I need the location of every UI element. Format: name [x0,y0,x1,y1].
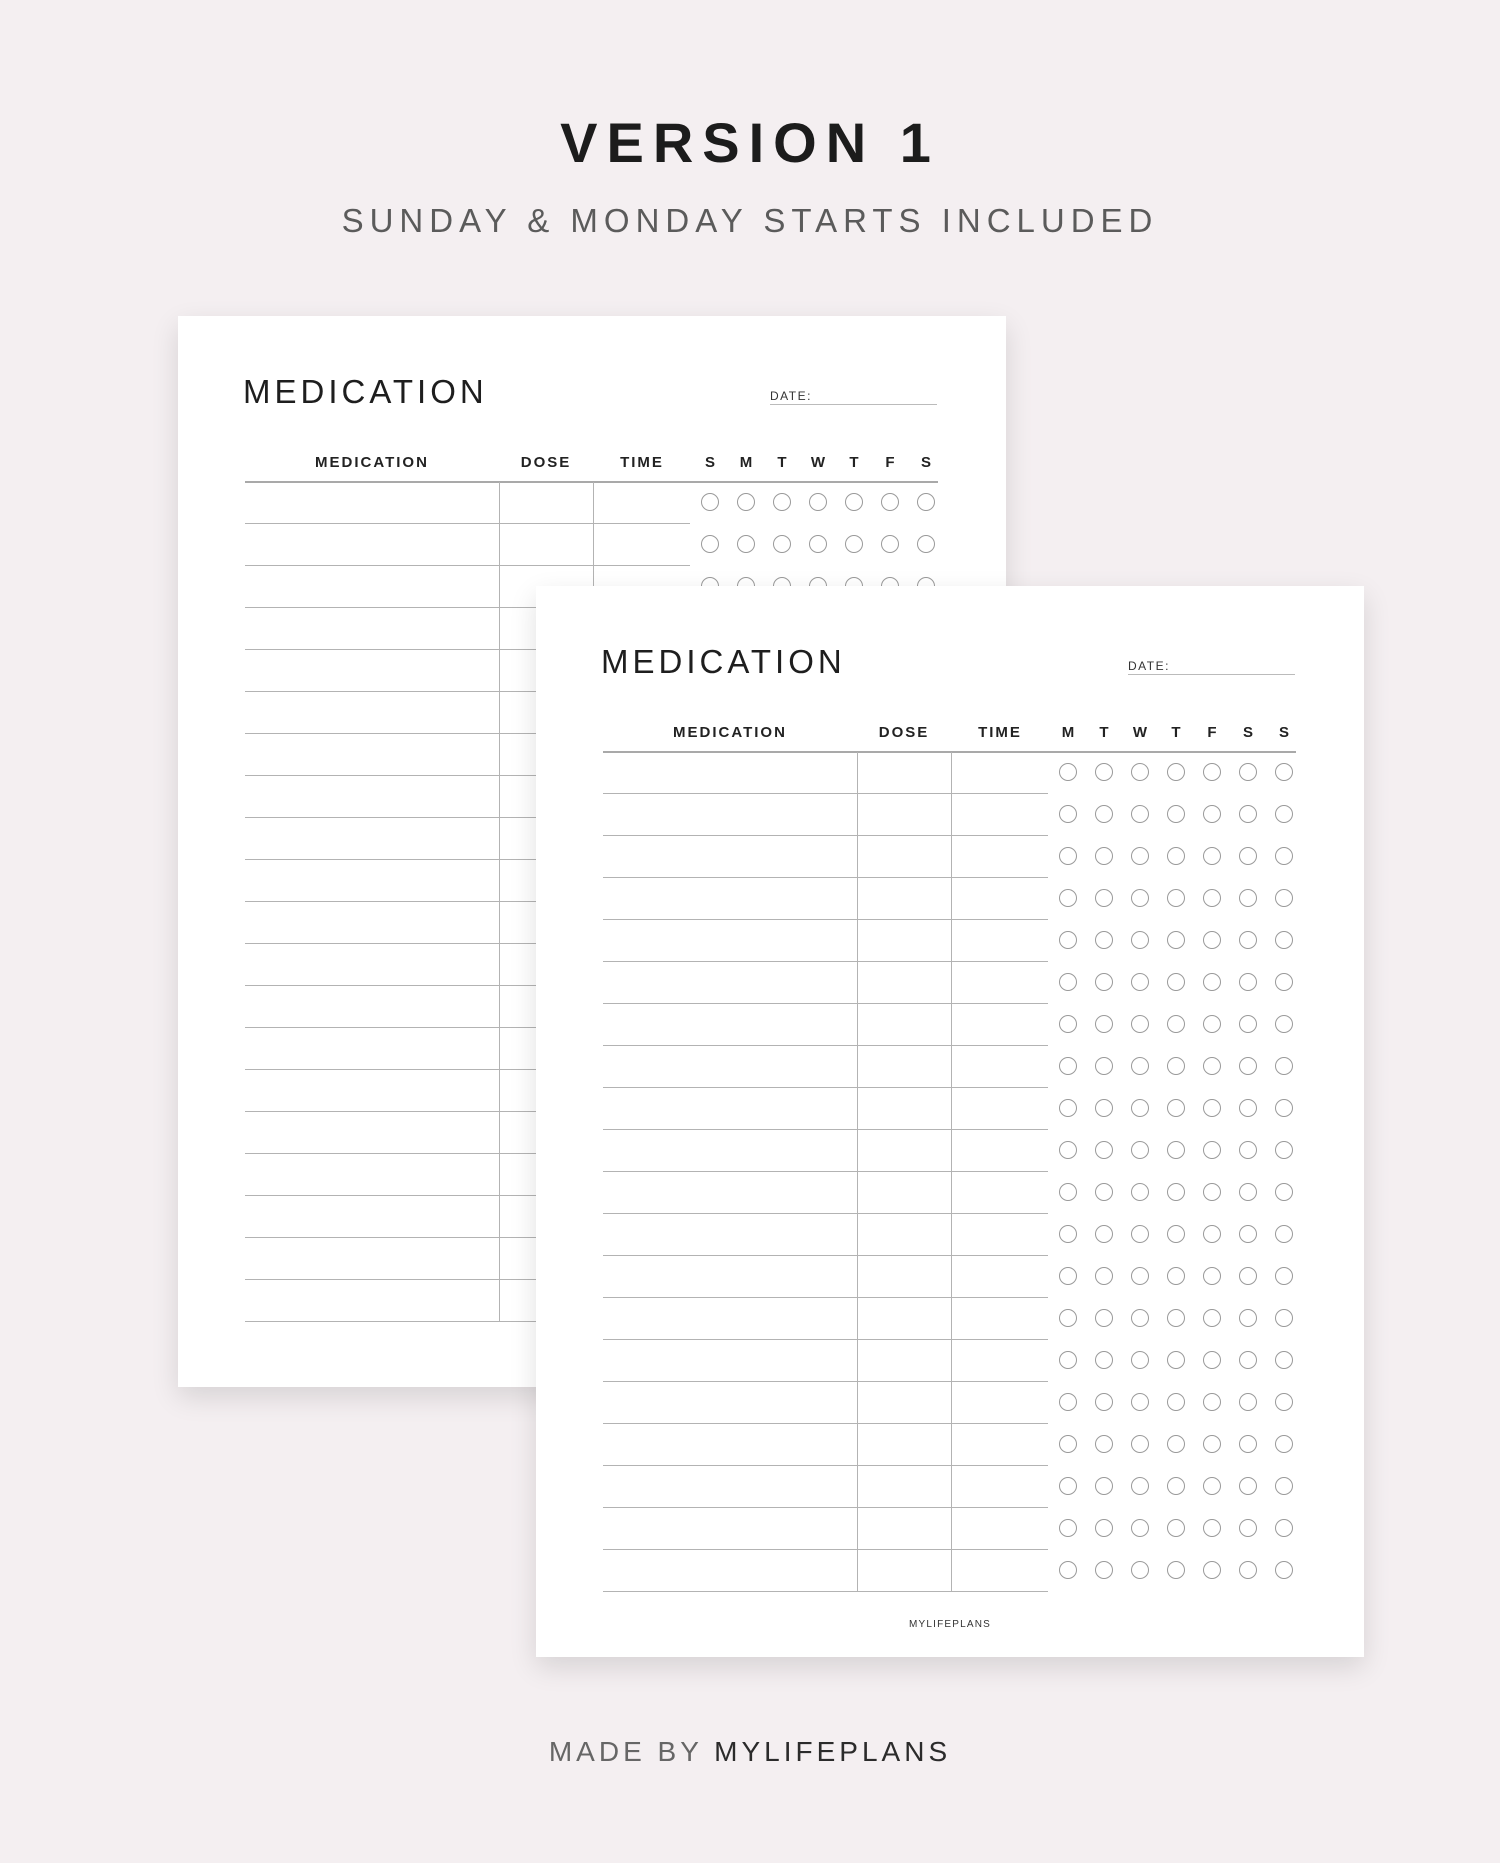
column-divider [593,482,594,524]
day-header: F [885,454,895,471]
day-checkbox[interactable] [1239,1435,1257,1453]
column-divider [499,986,500,1028]
column-divider [499,734,500,776]
day-checkbox[interactable] [1239,889,1257,907]
day-checkbox[interactable] [1275,1015,1293,1033]
column-divider [499,1154,500,1196]
table-row[interactable] [603,962,1296,1004]
day-checkbox[interactable] [1095,763,1113,781]
day-checkbox[interactable] [1275,1225,1293,1243]
date-label: DATE: [1128,659,1170,673]
day-checkbox[interactable] [1239,1351,1257,1369]
day-checkbox[interactable] [1059,763,1077,781]
table-row[interactable] [603,1046,1296,1088]
column-divider [857,1004,858,1046]
column-divider [857,1298,858,1340]
day-checkbox[interactable] [1203,1183,1221,1201]
medication-rows [603,752,1296,1592]
day-checkbox[interactable] [1095,1393,1113,1411]
day-checkbox[interactable] [1131,1267,1149,1285]
day-checkbox[interactable] [1095,889,1113,907]
column-divider [499,1112,500,1154]
day-checkbox[interactable] [1167,1141,1185,1159]
day-checkbox[interactable] [1059,1015,1077,1033]
day-checkbox[interactable] [1239,931,1257,949]
column-divider [499,1280,500,1322]
day-checkbox[interactable] [1167,973,1185,991]
day-checkbox[interactable] [1059,1183,1077,1201]
day-checkbox[interactable] [1131,1225,1149,1243]
day-checkbox[interactable] [1167,1015,1185,1033]
column-divider [951,836,952,878]
day-checkbox[interactable] [1095,1519,1113,1537]
column-header-dose: DOSE [520,454,572,471]
day-checkbox[interactable] [1059,1435,1077,1453]
table-row[interactable] [603,1130,1296,1172]
day-checkbox[interactable] [1059,805,1077,823]
day-checkbox[interactable] [1203,889,1221,907]
day-checkbox[interactable] [1167,931,1185,949]
day-checkbox[interactable] [1239,1477,1257,1495]
day-checkbox[interactable] [1131,847,1149,865]
day-checkbox[interactable] [1095,1057,1113,1075]
day-checkbox[interactable] [1059,1099,1077,1117]
table-row[interactable] [245,482,938,524]
day-checkbox[interactable] [917,493,935,511]
day-checkbox[interactable] [1095,1435,1113,1453]
day-checkbox[interactable] [1203,1519,1221,1537]
day-checkbox[interactable] [1203,1267,1221,1285]
day-checkbox[interactable] [1275,1267,1293,1285]
column-divider [857,1256,858,1298]
column-divider [499,1238,500,1280]
day-checkbox[interactable] [1167,1267,1185,1285]
column-divider [857,1088,858,1130]
day-checkbox[interactable] [1239,847,1257,865]
day-checkbox[interactable] [1131,1477,1149,1495]
column-divider [499,776,500,818]
day-header: F [1207,724,1217,741]
day-checkbox[interactable] [1167,1057,1185,1075]
table-row[interactable] [603,1256,1296,1298]
day-checkbox[interactable] [1059,1267,1077,1285]
table-row[interactable] [603,1550,1296,1592]
day-checkbox[interactable] [1059,1309,1077,1327]
day-checkbox[interactable] [1167,1519,1185,1537]
column-divider [857,1550,858,1592]
day-checkbox[interactable] [1203,1561,1221,1579]
column-divider [499,692,500,734]
day-header: S [1278,724,1289,741]
column-divider [857,1214,858,1256]
day-checkbox[interactable] [1167,1225,1185,1243]
column-divider [499,1028,500,1070]
column-divider [857,1172,858,1214]
day-checkbox[interactable] [1203,1057,1221,1075]
column-divider [857,1382,858,1424]
column-header-time: TIME [620,454,664,471]
day-checkbox[interactable] [1131,1309,1149,1327]
table-row[interactable] [603,836,1296,878]
day-checkbox[interactable] [1275,973,1293,991]
day-checkbox[interactable] [1239,1519,1257,1537]
day-checkbox[interactable] [773,535,791,553]
column-divider [857,1466,858,1508]
column-divider [951,1214,952,1256]
footer-brand: MYLIFEPLANS [714,1736,952,1767]
day-checkbox[interactable] [1239,805,1257,823]
day-checkbox[interactable] [1095,1267,1113,1285]
table-row[interactable] [603,1466,1296,1508]
day-checkbox[interactable] [1275,889,1293,907]
column-divider [951,1172,952,1214]
day-checkbox[interactable] [1167,1099,1185,1117]
day-checkbox[interactable] [1203,973,1221,991]
day-checkbox[interactable] [1131,1519,1149,1537]
row-rule [603,1591,1048,1592]
day-checkbox[interactable] [1095,931,1113,949]
day-checkbox[interactable] [1203,847,1221,865]
table-row[interactable] [603,1004,1296,1046]
table-row[interactable] [603,1088,1296,1130]
day-checkbox[interactable] [1275,931,1293,949]
day-checkbox[interactable] [1275,1183,1293,1201]
day-checkbox[interactable] [1167,1183,1185,1201]
day-checkbox[interactable] [1131,973,1149,991]
day-checkbox[interactable] [1131,763,1149,781]
day-checkbox[interactable] [1131,1015,1149,1033]
column-divider [499,944,500,986]
footer-credit [0,1736,1500,1768]
day-checkbox[interactable] [737,535,755,553]
day-header: W [810,454,826,471]
day-checkbox[interactable] [1095,1477,1113,1495]
day-header: S [1242,724,1253,741]
day-checkbox[interactable] [1167,1561,1185,1579]
day-checkbox[interactable] [1275,1057,1293,1075]
column-divider [499,1196,500,1238]
table-row[interactable] [603,878,1296,920]
day-checkbox[interactable] [1095,1225,1113,1243]
day-checkbox[interactable] [1059,1351,1077,1369]
column-divider [951,1088,952,1130]
column-divider [857,1340,858,1382]
day-checkbox[interactable] [1203,931,1221,949]
day-header: T [1171,724,1181,741]
day-checkbox[interactable] [1203,1435,1221,1453]
day-checkbox[interactable] [1275,1309,1293,1327]
column-divider [857,1130,858,1172]
day-checkbox[interactable] [1275,1477,1293,1495]
column-divider [499,566,500,608]
table-row[interactable] [603,1298,1296,1340]
day-checkbox[interactable] [1203,1141,1221,1159]
day-checkbox[interactable] [1167,889,1185,907]
planner-sheet-monday-start [536,586,1364,1657]
day-checkbox[interactable] [1167,1435,1185,1453]
column-divider [857,752,858,794]
day-checkbox[interactable] [1131,1183,1149,1201]
day-checkbox[interactable] [1239,1267,1257,1285]
day-checkbox[interactable] [1131,1141,1149,1159]
day-checkbox[interactable] [1167,1393,1185,1411]
column-divider [951,1130,952,1172]
day-checkbox[interactable] [1203,1351,1221,1369]
day-checkbox[interactable] [1059,1225,1077,1243]
column-divider [499,650,500,692]
day-checkbox[interactable] [1275,1435,1293,1453]
day-checkbox[interactable] [845,535,863,553]
sheet-title: MEDICATION [243,373,488,410]
column-divider [951,878,952,920]
column-divider [951,1298,952,1340]
column-divider [857,794,858,836]
column-divider [593,524,594,566]
day-checkbox[interactable] [1095,1351,1113,1369]
day-checkbox[interactable] [1167,847,1185,865]
day-checkbox[interactable] [1275,1099,1293,1117]
day-checkbox[interactable] [1167,1477,1185,1495]
column-divider [951,794,952,836]
day-checkbox[interactable] [1131,1351,1149,1369]
day-checkbox[interactable] [1095,973,1113,991]
day-checkbox[interactable] [1203,1309,1221,1327]
column-divider [499,818,500,860]
day-checkbox[interactable] [1275,847,1293,865]
day-checkbox[interactable] [1131,1393,1149,1411]
day-checkbox[interactable] [1239,1309,1257,1327]
column-divider [857,1424,858,1466]
column-divider [951,1256,952,1298]
day-checkbox[interactable] [881,535,899,553]
footer-prefix: MADE BY [548,1736,703,1767]
day-checkbox[interactable] [917,535,935,553]
hero-subtitle: SUNDAY & MONDAY STARTS INCLUDED [341,202,1159,239]
hero-title: VERSION 1 [560,111,940,174]
day-checkbox[interactable] [1239,973,1257,991]
table-row[interactable] [603,794,1296,836]
sheet-brand: MYLIFEPLANS [908,1619,992,1630]
day-checkbox[interactable] [1131,1561,1149,1579]
day-checkbox[interactable] [1095,1561,1113,1579]
column-divider [951,1382,952,1424]
column-divider [857,836,858,878]
day-checkbox[interactable] [773,493,791,511]
column-header-medication: MEDICATION [315,454,429,471]
day-checkbox[interactable] [1095,805,1113,823]
table-row[interactable] [603,1508,1296,1550]
column-divider [951,752,952,794]
column-divider [857,1508,858,1550]
day-checkbox[interactable] [1275,1393,1293,1411]
day-checkbox[interactable] [1059,1519,1077,1537]
day-checkbox[interactable] [1275,1141,1293,1159]
day-header: T [1099,724,1109,741]
day-checkbox[interactable] [881,493,899,511]
column-divider [951,1046,952,1088]
day-checkbox[interactable] [701,535,719,553]
day-checkbox[interactable] [1131,931,1149,949]
day-checkbox[interactable] [1203,763,1221,781]
table-row[interactable] [603,1214,1296,1256]
date-line[interactable] [1128,674,1295,675]
day-checkbox[interactable] [1239,1183,1257,1201]
day-checkbox[interactable] [1203,1225,1221,1243]
day-header: W [1132,724,1148,741]
column-header-dose: DOSE [878,724,930,741]
column-divider [951,1424,952,1466]
day-checkbox[interactable] [1275,1561,1293,1579]
day-checkbox[interactable] [1059,1393,1077,1411]
column-divider [951,1550,952,1592]
date-label: DATE: [770,389,812,403]
day-checkbox[interactable] [1167,763,1185,781]
day-checkbox[interactable] [1275,1519,1293,1537]
day-checkbox[interactable] [1059,973,1077,991]
day-checkbox[interactable] [1239,763,1257,781]
column-divider [951,920,952,962]
day-checkbox[interactable] [809,493,827,511]
day-checkbox[interactable] [1131,889,1149,907]
table-row[interactable] [603,1382,1296,1424]
day-checkbox[interactable] [1203,805,1221,823]
day-checkbox[interactable] [1131,1057,1149,1075]
day-checkbox[interactable] [1059,1057,1077,1075]
day-header: M [739,454,753,471]
column-divider [499,860,500,902]
column-divider [857,1046,858,1088]
day-checkbox[interactable] [1167,1351,1185,1369]
day-checkbox[interactable] [1095,1015,1113,1033]
day-checkbox[interactable] [1203,1015,1221,1033]
day-checkbox[interactable] [1239,1393,1257,1411]
column-divider [951,962,952,1004]
day-checkbox[interactable] [1059,1477,1077,1495]
day-checkbox[interactable] [1275,1351,1293,1369]
column-header-medication: MEDICATION [673,724,787,741]
day-header: T [849,454,859,471]
day-checkbox[interactable] [1059,889,1077,907]
column-header-time: TIME [978,724,1022,741]
column-divider [857,962,858,1004]
day-header: S [704,454,715,471]
table-row[interactable] [603,1424,1296,1466]
day-checkbox[interactable] [1275,763,1293,781]
column-divider [857,920,858,962]
column-divider [951,1340,952,1382]
day-checkbox[interactable] [809,535,827,553]
sheet-title: MEDICATION [601,643,846,680]
table-row[interactable] [603,920,1296,962]
day-checkbox[interactable] [1095,847,1113,865]
day-header: M [1061,724,1075,741]
day-header: T [777,454,787,471]
day-checkbox[interactable] [1131,1099,1149,1117]
column-divider [499,482,500,524]
column-divider [499,1070,500,1112]
day-checkbox[interactable] [1203,1477,1221,1495]
column-divider [499,608,500,650]
table-row[interactable] [603,1172,1296,1214]
table-row[interactable] [603,1340,1296,1382]
day-checkbox[interactable] [701,493,719,511]
column-divider [857,878,858,920]
day-checkbox[interactable] [1239,1057,1257,1075]
day-checkbox[interactable] [737,493,755,511]
day-checkbox[interactable] [1203,1393,1221,1411]
day-checkbox[interactable] [1239,1099,1257,1117]
column-divider [951,1466,952,1508]
day-checkbox[interactable] [1095,1183,1113,1201]
day-checkbox[interactable] [1059,1141,1077,1159]
day-checkbox[interactable] [1131,1435,1149,1453]
column-divider [951,1004,952,1046]
day-checkbox[interactable] [1095,1141,1113,1159]
column-divider [951,1508,952,1550]
day-checkbox[interactable] [1203,1099,1221,1117]
table-row[interactable] [245,524,938,566]
day-checkbox[interactable] [1275,805,1293,823]
day-checkbox[interactable] [1059,847,1077,865]
day-checkbox[interactable] [1239,1561,1257,1579]
day-checkbox[interactable] [1167,1309,1185,1327]
day-checkbox[interactable] [1059,931,1077,949]
column-divider [499,902,500,944]
day-checkbox[interactable] [1167,805,1185,823]
column-divider [499,524,500,566]
day-checkbox[interactable] [1239,1225,1257,1243]
day-checkbox[interactable] [1239,1015,1257,1033]
table-row[interactable] [603,752,1296,794]
day-checkbox[interactable] [1131,805,1149,823]
day-checkbox[interactable] [1239,1141,1257,1159]
day-checkbox[interactable] [1059,1561,1077,1579]
day-checkbox[interactable] [1095,1099,1113,1117]
date-line[interactable] [770,404,937,405]
day-checkbox[interactable] [1095,1309,1113,1327]
day-header: S [920,454,931,471]
day-checkbox[interactable] [845,493,863,511]
